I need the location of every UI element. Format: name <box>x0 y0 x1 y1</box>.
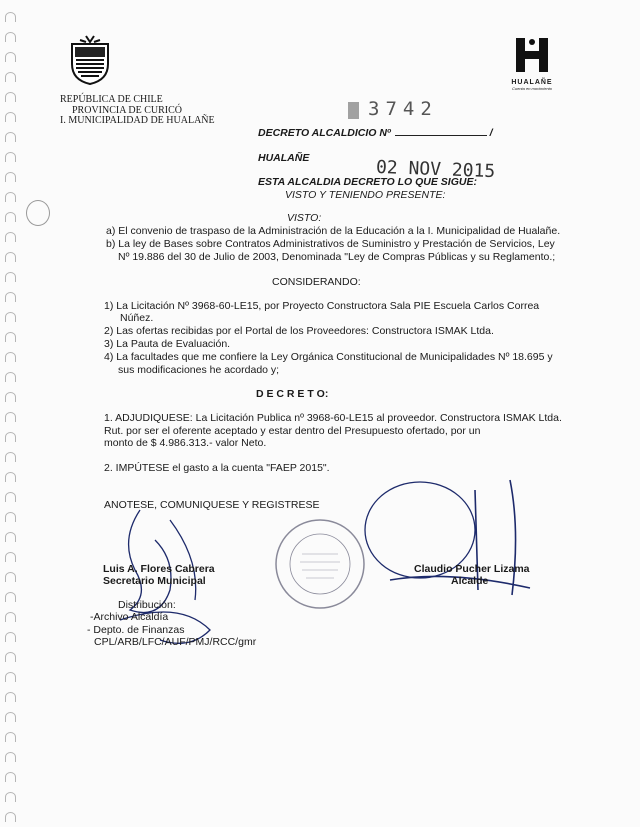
secretary-name: Luis A. Flores Cabrera <box>103 563 215 575</box>
binder-hole <box>5 612 16 622</box>
mayor-signature <box>360 470 540 610</box>
binder-hole <box>5 92 16 102</box>
binder-hole <box>5 452 16 462</box>
decreto-item: 1. ADJUDIQUESE: La Licitación Publica nº 3968-60-LE15 al proveedor. Constructora ISMAK Ltda. <box>104 412 562 424</box>
binder-holes <box>0 0 22 827</box>
binder-hole <box>5 72 16 82</box>
stamp-mark <box>346 100 362 122</box>
binder-hole <box>5 372 16 382</box>
decreto-item: monto de $ 4.986.313.- valor Neto. <box>104 437 267 449</box>
considerando-item: sus modificaciones he acordado y; <box>118 364 280 376</box>
visto-item: b) La ley de Bases sobre Contratos Administrativos de Suministro y Prestación de Servicios, Ley <box>106 238 555 250</box>
distribution-item: -Archivo Alcaldía <box>90 611 169 623</box>
binder-hole <box>5 432 16 442</box>
binder-hole <box>5 472 16 482</box>
binder-hole <box>5 312 16 322</box>
distribution-heading: Distribución: <box>118 599 176 611</box>
intro-line-1: ESTA ALCALDIA DECRETO LO QUE SIGUE: <box>258 176 477 188</box>
official-seal-stamp <box>272 516 368 612</box>
considerando-item: 2) Las ofertas recibidas por el Portal de los Proveedores: Constructora ISMAK Ltda. <box>104 325 494 337</box>
document-number: 3742 <box>368 98 438 120</box>
hualane-logo <box>504 38 560 91</box>
binder-hole <box>5 192 16 202</box>
decree-title: DECRETO ALCALDICIO Nº / <box>258 127 493 139</box>
binder-hole <box>5 812 16 822</box>
mayor-name: Claudio Pucher Lizama <box>414 563 530 575</box>
binder-hole <box>5 52 16 62</box>
considerando-heading: CONSIDERANDO: <box>272 276 361 288</box>
mayor-role: Alcalde <box>451 575 489 587</box>
binder-hole <box>5 212 16 222</box>
binder-hole <box>5 572 16 582</box>
municipality-label: I. MUNICIPALIDAD DE HUALAÑE <box>60 115 215 126</box>
coat-of-arms-icon <box>66 34 114 86</box>
closing-text: ANOTESE, COMUNIQUESE Y REGISTRESE <box>104 499 320 511</box>
binder-hole <box>5 352 16 362</box>
binder-hole <box>5 512 16 522</box>
binder-hole <box>5 632 16 642</box>
binder-hole <box>5 152 16 162</box>
province-label: PROVINCIA DE CURICÓ <box>72 104 183 116</box>
visto-item: Nº 19.886 del 30 de Julio de 2003, Denominada "Ley de Compras Públicas y su Reglamento.; <box>118 251 556 263</box>
binder-hole <box>5 172 16 182</box>
municipality-header <box>60 95 215 127</box>
binder-hole <box>5 692 16 702</box>
republic-label: REPÚBLICA DE CHILE <box>60 94 163 105</box>
binder-hole <box>5 392 16 402</box>
considerando-item: 3) La Pauta de Evaluación. <box>104 338 231 350</box>
binder-hole <box>5 532 16 542</box>
binder-hole <box>5 252 16 262</box>
decreto-item: 2. IMPÚTESE el gasto a la cuenta "FAEP 2015". <box>104 462 330 474</box>
visto-heading: VISTO: <box>287 212 322 224</box>
decree-number-blank <box>395 135 487 136</box>
logo-tagline: Cuenta en movimiento <box>511 86 553 91</box>
hualane-logo-icon <box>512 38 552 72</box>
decreto-item: Rut. por ser el oferente aceptado y estar dentro del Presupuesto ofertado, por un <box>104 425 481 437</box>
binder-hole <box>5 12 16 22</box>
binder-hole <box>5 552 16 562</box>
intro-line-2: VISTO Y TENIENDO PRESENTE: <box>285 189 446 201</box>
binder-hole <box>5 272 16 282</box>
binder-hole <box>5 712 16 722</box>
punch-hole <box>26 200 50 226</box>
binder-hole <box>5 492 16 502</box>
binder-hole <box>5 112 16 122</box>
considerando-item: 1) La Licitación Nº 3968-60-LE15, por Proyecto Constructora Sala PIE Escuela Carlos Correa <box>104 300 540 312</box>
binder-hole <box>5 32 16 42</box>
binder-hole <box>5 292 16 302</box>
distribution-item: - Depto. de Finanzas <box>87 624 185 636</box>
binder-hole <box>5 732 16 742</box>
distribution-initials: CPL/ARB/LFC/AUF/PMJ/RCC/gmr <box>94 636 257 648</box>
secretary-role: Secretario Municipal <box>103 575 206 587</box>
binder-hole <box>5 672 16 682</box>
binder-hole <box>5 652 16 662</box>
binder-hole <box>5 412 16 422</box>
binder-hole <box>5 752 16 762</box>
place-label: HUALAÑE <box>258 152 310 164</box>
considerando-item: 4) La facultades que me confiere la Ley Orgánica Constitucional de Municipalidades Nº 18.695 y <box>104 351 553 363</box>
logo-name: HUALAÑE <box>511 79 553 86</box>
visto-item: a) El convenio de traspaso de la Administración de la Educación a la I. Municipalidad de Hualañe. <box>106 225 561 237</box>
binder-hole <box>5 772 16 782</box>
binder-hole <box>5 132 16 142</box>
decreto-heading: D E C R E T O: <box>256 388 329 400</box>
date-stamp: 02 NOV 2015 <box>375 156 496 183</box>
binder-hole <box>5 232 16 242</box>
decree-title-text: DECRETO ALCALDICIO Nº <box>258 127 391 139</box>
binder-hole <box>5 592 16 602</box>
binder-hole <box>5 332 16 342</box>
considerando-item: Núñez. <box>120 312 154 324</box>
binder-hole <box>5 792 16 802</box>
